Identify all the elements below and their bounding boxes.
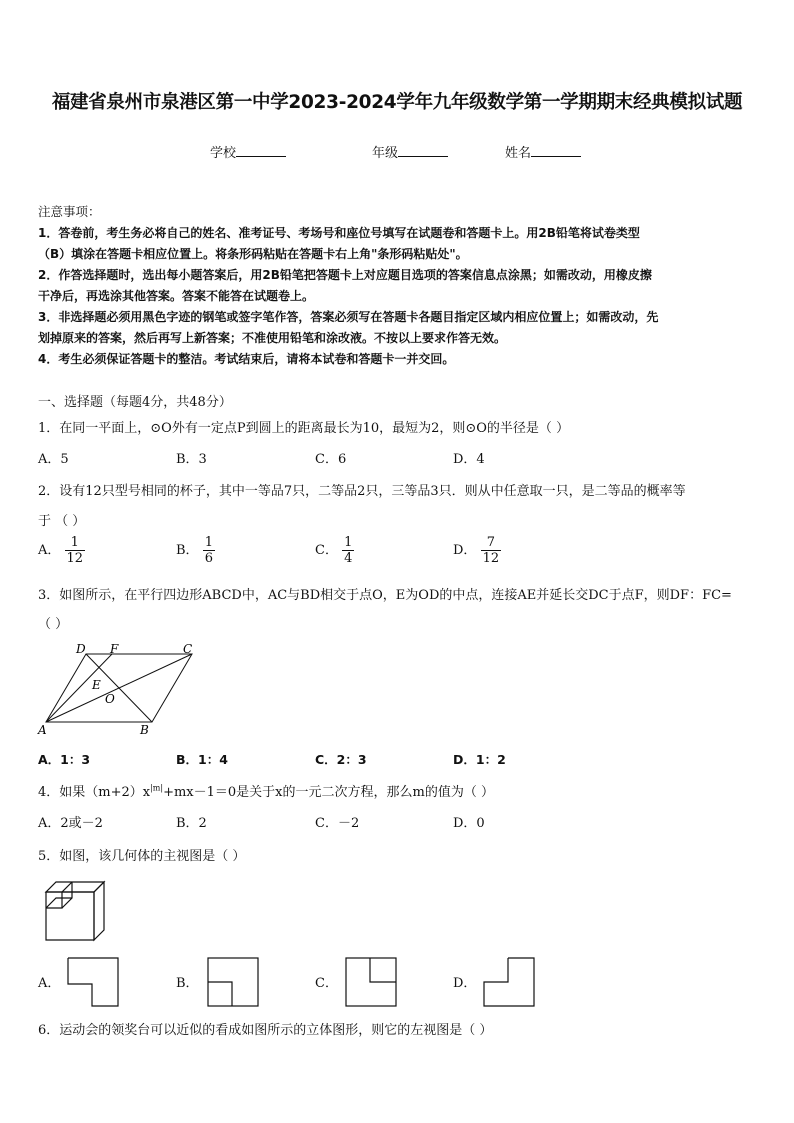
q3-option-b[interactable]: B．1：4 [176,752,228,767]
q1-option-c[interactable]: C．6 [315,452,347,467]
question-4-post: +mx－1＝0是关于x的一元二次方程，那么m的值为（ ） [163,785,494,800]
question-2-line-2: 于 （ ） [38,514,86,529]
label-d: D [76,642,86,656]
name-blank[interactable] [531,144,581,157]
q4-option-d[interactable]: D．0 [453,816,485,831]
question-6: 6．运动会的领奖台可以近似的看成如图所示的立体图形，则它的左视图是（ ） [38,1023,493,1038]
notice-line-3a: 3．非选择题必须用黑色字迹的钢笔或签字笔作答，答案必须写在答题卡各题目指定区域内相应位置上；如需改动，先 [38,310,659,324]
q2-option-c-fraction: $\frac{1}{4}$ [344,535,353,566]
question-3-line-2: （ ） [38,617,69,632]
q2-option-a[interactable] [38,535,85,566]
q5-option-c[interactable]: C． [315,976,338,991]
label-f: F [110,642,119,656]
notice-heading: 注意事项： [38,204,101,219]
q2-option-d[interactable] [453,535,501,566]
page-title: 福建省泉州市泉港区第一中学2023-2024学年九年级数学第一学期期末经典模拟试题 [51,92,743,113]
top-face [46,882,104,892]
grade-field[interactable] [372,142,448,161]
label-a: A [38,723,47,736]
q5-option-b-view [206,956,262,1008]
notice-line-2a: 2．作答选择题时，选出每小题答案后，用2B铅笔把答题卡上对应题目选项的答案信息点涂黑；如需改动，用橡皮擦 [38,268,652,282]
q2-option-d-fraction: $\frac{7}{12}$ [482,535,500,566]
label-o: O [105,692,115,706]
q1-option-a[interactable]: A．5 [38,452,69,467]
q2-option-d-label: D． [453,543,477,558]
q3-option-a[interactable]: A．1：3 [38,752,91,767]
notch-top [46,898,72,908]
label-e: E [92,678,101,692]
notice-line-1a: 1．答卷前，考生务必将自己的姓名、准考证号、考场号和座位号填写在试题卷和答题卡上。用2B铅笔将试卷类型 [38,226,640,240]
question-3-line-1: 3．如图所示，在平行四边形ABCD中，AC与BD相交于点O，E为OD的中点，连接AE并延长交DC于点F，则DF：FC= [38,588,732,603]
label-b: B [140,723,149,736]
notice-line-2b: 干净后，再选涂其他答案。答案不能答在试题卷上。 [38,289,315,303]
q5-option-a-view [66,956,122,1008]
q2-option-b-label: B． [176,543,199,558]
q4-option-b[interactable]: B．2 [176,816,207,831]
notch-edge [62,882,72,892]
section-heading: 一、选择题（每题4分，共48分） [38,395,232,410]
q3-option-d[interactable]: D．1：2 [453,752,506,767]
q3-option-c[interactable]: C．2：3 [315,752,367,767]
q5-option-c-view [344,956,400,1008]
school-label: 学校 [210,146,237,161]
question-4-exponent: |m| [150,783,164,793]
q1-option-b[interactable]: B．3 [176,452,207,467]
line-af [46,654,112,722]
parallelogram-figure [36,640,206,736]
q4-option-c[interactable]: C．－2 [315,816,360,831]
q2-option-a-fraction: $\frac{1}{12}$ [66,535,84,566]
q2-option-b[interactable] [176,535,215,566]
q5-option-a[interactable]: A． [38,976,61,991]
q5-option-d-view [482,956,538,1008]
name-field[interactable] [505,142,581,161]
notice-line-3b: 划掉原来的答案，然后再写上新答案；不准使用铅笔和涂改液。不按以上要求作答无效。 [38,331,507,345]
grade-label: 年级 [372,146,399,161]
grade-blank[interactable] [398,144,448,157]
question-2-line-1: 2．设有12只型号相同的杯子，其中一等品7只，二等品2只，三等品3只．则从中任意取一只，是二等品的概率等 [38,484,686,499]
notice-line-1b: （B）填涂在答题卡相应位置上。将条形码粘贴在答题卡右上角"条形码粘贴处"。 [38,247,468,261]
school-field[interactable] [210,142,286,161]
q2-option-c[interactable] [315,535,354,566]
question-1: 1．在同一平面上，⊙O外有一定点P到圆上的距离最长为10，最短为2，则⊙O的半径是（ ） [38,421,570,436]
label-c: C [183,642,193,656]
q2-option-c-label: C． [315,543,338,558]
q2-option-b-fraction: $\frac{1}{6}$ [204,535,213,566]
q2-option-a-label: A． [38,543,61,558]
school-blank[interactable] [236,144,286,157]
notice-line-4: 4．考生必须保证答题卡的整洁。考试结束后，请将本试卷和答题卡一并交回。 [38,352,455,366]
solid-figure [40,872,110,944]
q4-option-a[interactable]: A．2或－2 [38,816,103,831]
question-4 [38,781,494,800]
q5-option-d[interactable]: D． [453,976,477,991]
question-5: 5．如图，该几何体的主视图是（ ） [38,849,246,864]
question-4-pre: 4．如果（m+2）x [38,785,151,800]
notch-depth [62,882,72,908]
q5-option-b[interactable]: B． [176,976,199,991]
q1-option-d[interactable]: D．4 [453,452,485,467]
name-label: 姓名 [505,146,532,161]
